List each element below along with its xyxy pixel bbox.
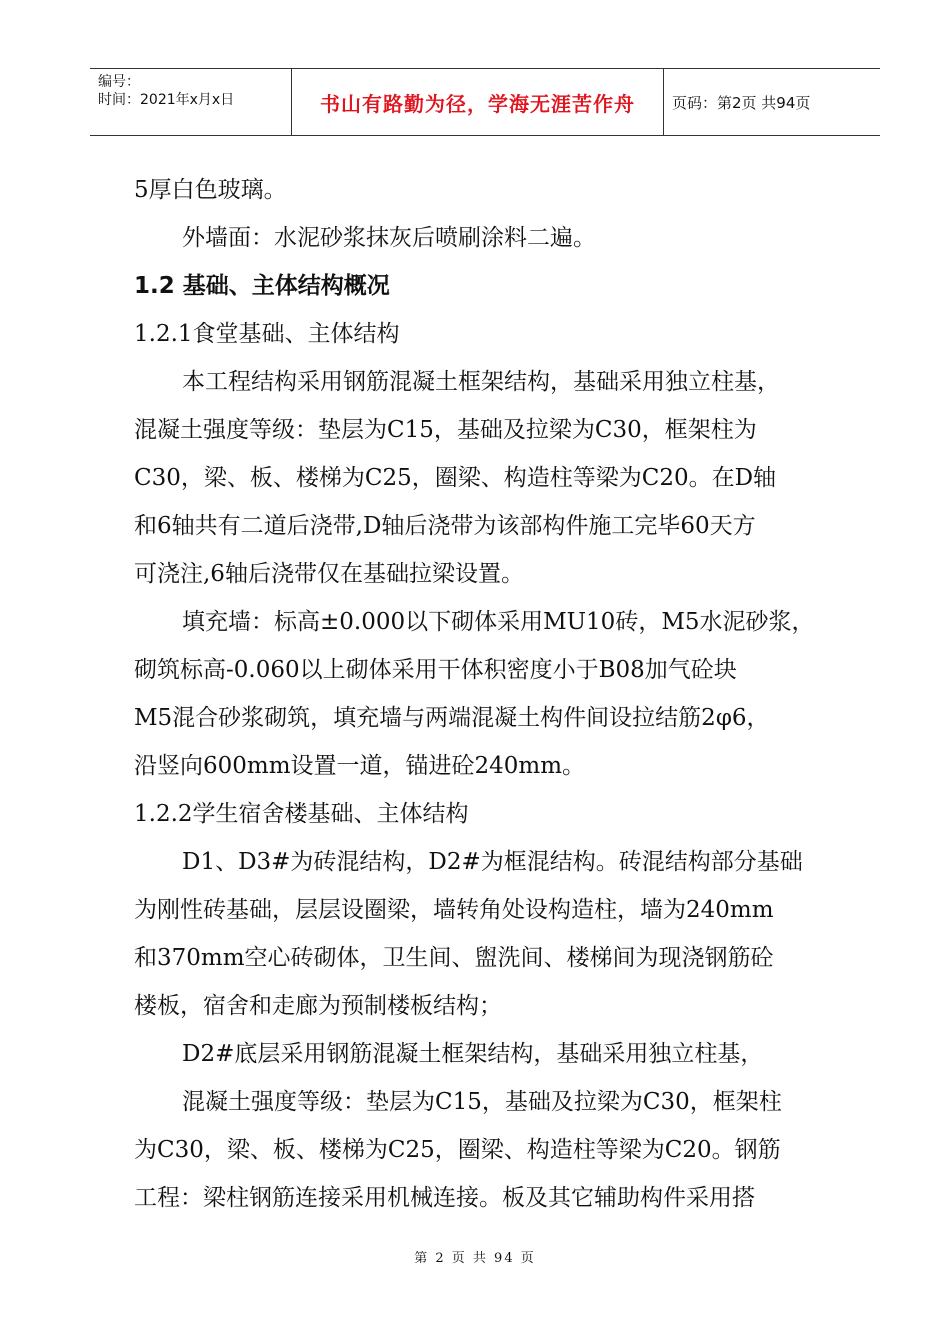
header-motto: 书山有路勤为径，学海无涯苦作舟 (292, 69, 664, 135)
page-header (90, 68, 880, 136)
header-page-info: 页码：第2页 共94页 (672, 93, 811, 112)
document-body (134, 166, 846, 1222)
body-line: 砌筑标高-0.060以上砌体采用干体积密度小于B08加气砼块 (134, 657, 737, 683)
section-heading: 1.2 基础、主体结构概况 (134, 273, 390, 299)
body-line: 楼板，宿舍和走廊为预制楼板结构； (134, 993, 502, 1019)
body-line: 混凝土强度等级：垫层为C15，基础及拉梁为C30，框架柱为 (134, 417, 757, 443)
body-line: 沿竖向600mm设置一道，锚进砼240mm。 (134, 753, 586, 779)
body-line: D2#底层采用钢筋混凝土框架结构，基础采用独立柱基， (182, 1041, 764, 1067)
body-line: 和370mm空心砖砌体，卫生间、盥洗间、楼梯间为现浇钢筋砼 (134, 945, 774, 971)
body-line: 为刚性砖基础，层层设圈梁，墙转角处设构造柱，墙为240mm (134, 897, 774, 923)
body-line: 填充墙：标高±0.000以下砌体采用MU10砖，M5水泥砂浆， (182, 609, 815, 635)
body-line: 可浇注,6轴后浇带仅在基础拉梁设置。 (134, 561, 524, 587)
body-line: 混凝土强度等级：垫层为C15，基础及拉梁为C30，框架柱 (182, 1089, 782, 1115)
body-line: 为C30，梁、板、楼梯为C25，圈梁、构造柱等梁为C20。钢筋 (134, 1137, 781, 1163)
body-line: 本工程结构采用钢筋混凝土框架结构，基础采用独立柱基， (182, 369, 780, 395)
body-line: M5混合砂浆砌筑，填充墙与两端混凝土构件间设拉结筋2φ6， (134, 705, 770, 731)
time-label: 时间：2021年x月x日 (98, 92, 235, 108)
number-label: 编号： (98, 74, 140, 90)
body-line: C30，梁、板、楼梯为C25，圈梁、构造柱等梁为C20。在D轴 (134, 465, 777, 491)
subsection-heading: 1.2.1食堂基础、主体结构 (134, 321, 400, 347)
body-line: D1、D3#为砖混结构，D2#为框混结构。砖混结构部分基础 (182, 849, 803, 875)
body-line: 工程：梁柱钢筋连接采用机械连接。板及其它辅助构件采用搭 (134, 1185, 755, 1211)
page-footer: 第 2 页 共 94 页 (414, 1251, 536, 1266)
header-meta (90, 69, 292, 135)
body-line: 5厚白色玻璃。 (134, 177, 287, 203)
body-line: 和6轴共有二道后浇带,D轴后浇带为该部构件施工完毕60天方 (134, 513, 756, 539)
body-line: 外墙面：水泥砂浆抹灰后喷刷涂料二遍。 (182, 225, 596, 251)
subsection-heading: 1.2.2学生宿舍楼基础、主体结构 (134, 801, 469, 827)
